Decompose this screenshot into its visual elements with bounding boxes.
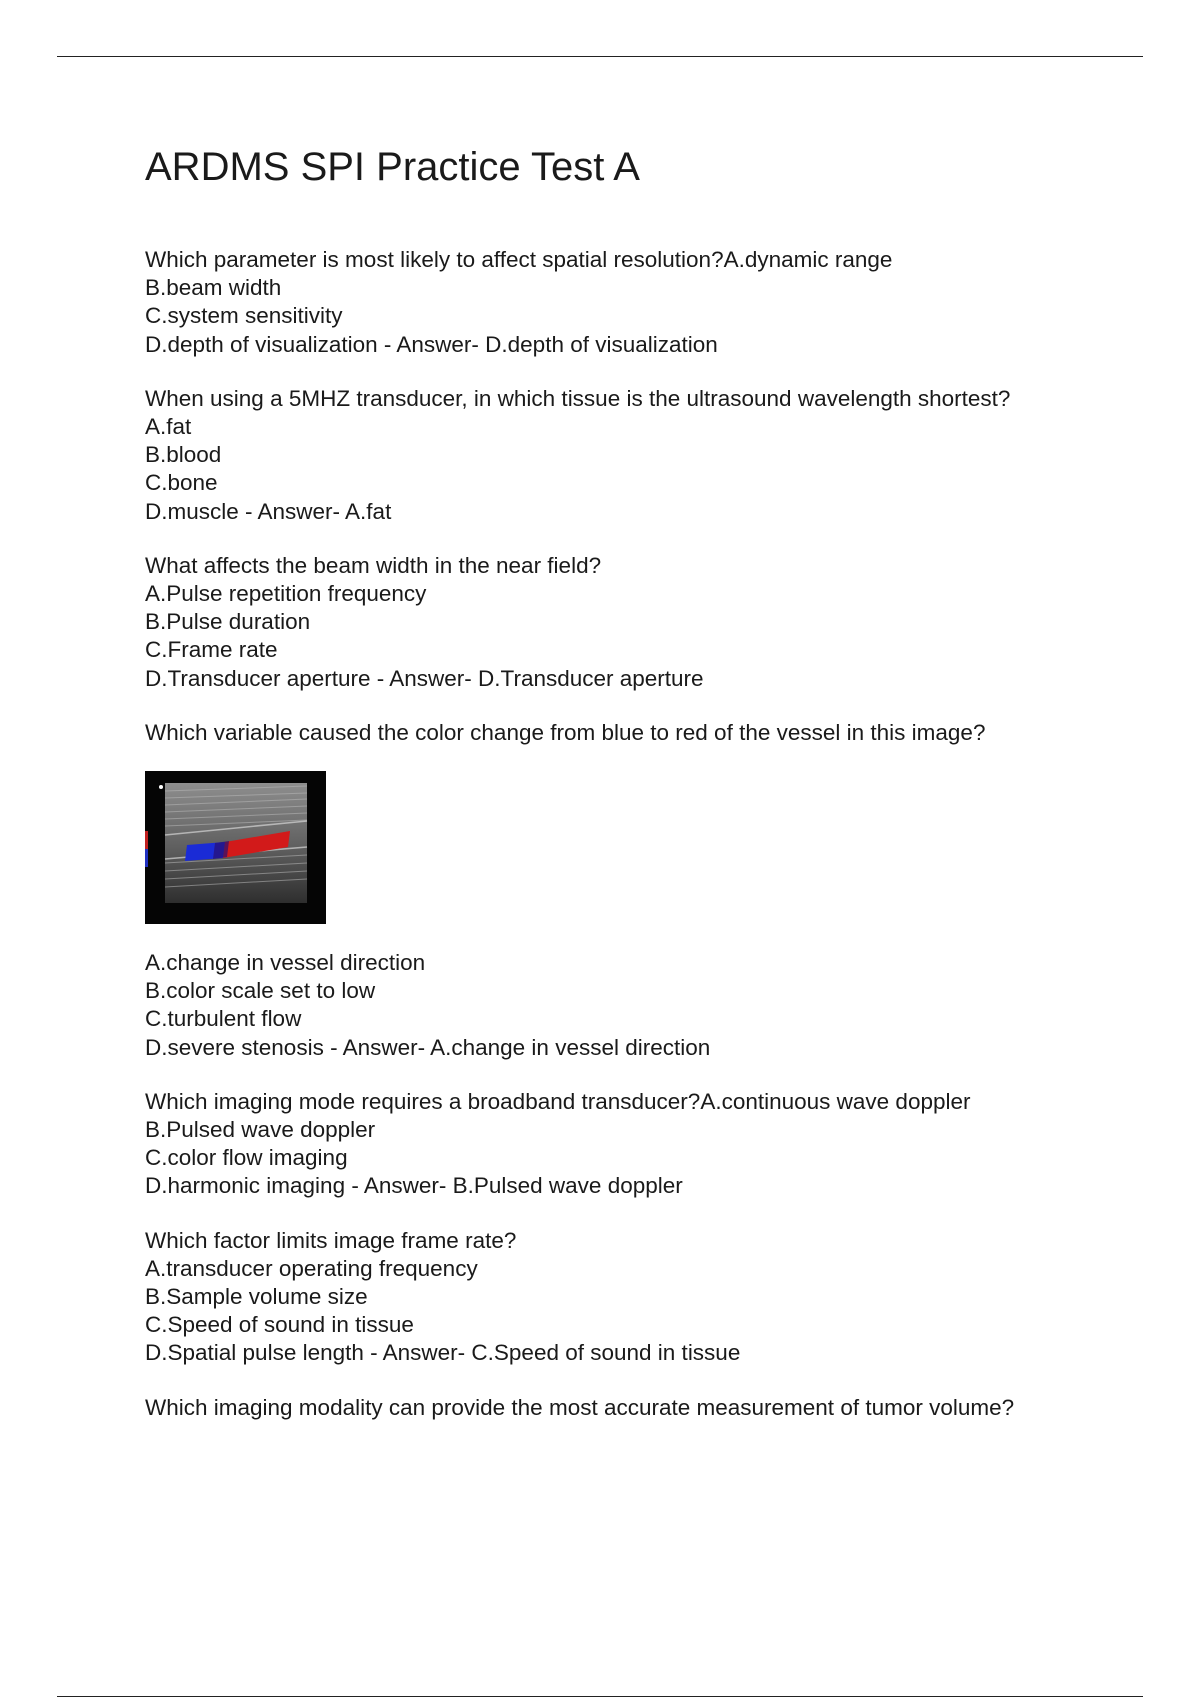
question-stem: Which imaging modality can provide the most accurate measurement of tumor volume? — [145, 1394, 1015, 1420]
answer-option: B.Pulsed wave doppler — [145, 1117, 376, 1143]
question-3 — [145, 552, 1145, 693]
question-1 — [145, 246, 1145, 359]
question-stem: Which parameter is most likely to affect spatial resolution?A.dynamic range — [145, 247, 893, 272]
answer-option-with-key: D.depth of visualization - Answer- D.depth of visualization — [145, 331, 718, 357]
question-stem: Which imaging mode requires a broadband transducer?A.continuous wave doppler — [145, 1088, 971, 1114]
answer-option-with-key: D.severe stenosis - Answer- A.change in vessel direction — [145, 1034, 711, 1060]
question-stem: Which variable caused the color change from blue to red of the vessel in this image? — [145, 719, 986, 745]
question-stem: What affects the beam width in the near field? — [145, 552, 602, 578]
question-4 — [145, 719, 1145, 1062]
question-6 — [145, 1227, 1145, 1368]
answer-option: C.system sensitivity — [145, 303, 343, 329]
answer-option-with-key: D.Transducer aperture - Answer- D.Transducer aperture — [145, 665, 704, 691]
answer-option: B.beam width — [145, 275, 282, 301]
document-title: ARDMS SPI Practice Test A — [145, 145, 640, 189]
answer-option: C.Frame rate — [145, 637, 278, 663]
question-5 — [145, 1088, 1145, 1201]
footer-rule — [57, 1696, 1143, 1697]
question-2 — [145, 385, 1145, 526]
answer-option: A.fat — [145, 414, 192, 440]
answer-option: C.turbulent flow — [145, 1006, 302, 1032]
ultrasound-color-doppler-image — [145, 771, 326, 924]
header-rule — [57, 56, 1143, 57]
answer-option: A.change in vessel direction — [145, 950, 426, 976]
question-stem: When using a 5MHZ transducer, in which tissue is the ultrasound wavelength shortest? — [145, 385, 1011, 411]
answer-option: A.transducer operating frequency — [145, 1255, 478, 1281]
question-list — [145, 246, 1145, 1448]
question-stem: Which factor limits image frame rate? — [145, 1227, 517, 1253]
answer-option: B.blood — [145, 442, 222, 468]
answer-option: B.Pulse duration — [145, 609, 311, 635]
answer-option: C.Speed of sound in tissue — [145, 1312, 414, 1338]
answer-option-with-key: D.harmonic imaging - Answer- B.Pulsed wave doppler — [145, 1173, 683, 1199]
answer-option-with-key: D.Spatial pulse length - Answer- C.Speed of sound in tissue — [145, 1340, 741, 1366]
question-7 — [145, 1394, 1145, 1422]
answer-option: B.color scale set to low — [145, 978, 376, 1004]
answer-option: C.bone — [145, 470, 218, 496]
answer-option-with-key: D.muscle - Answer- A.fat — [145, 498, 392, 524]
answer-option: C.color flow imaging — [145, 1145, 348, 1171]
answer-option: B.Sample volume size — [145, 1284, 368, 1310]
answer-option: A.Pulse repetition frequency — [145, 581, 427, 607]
